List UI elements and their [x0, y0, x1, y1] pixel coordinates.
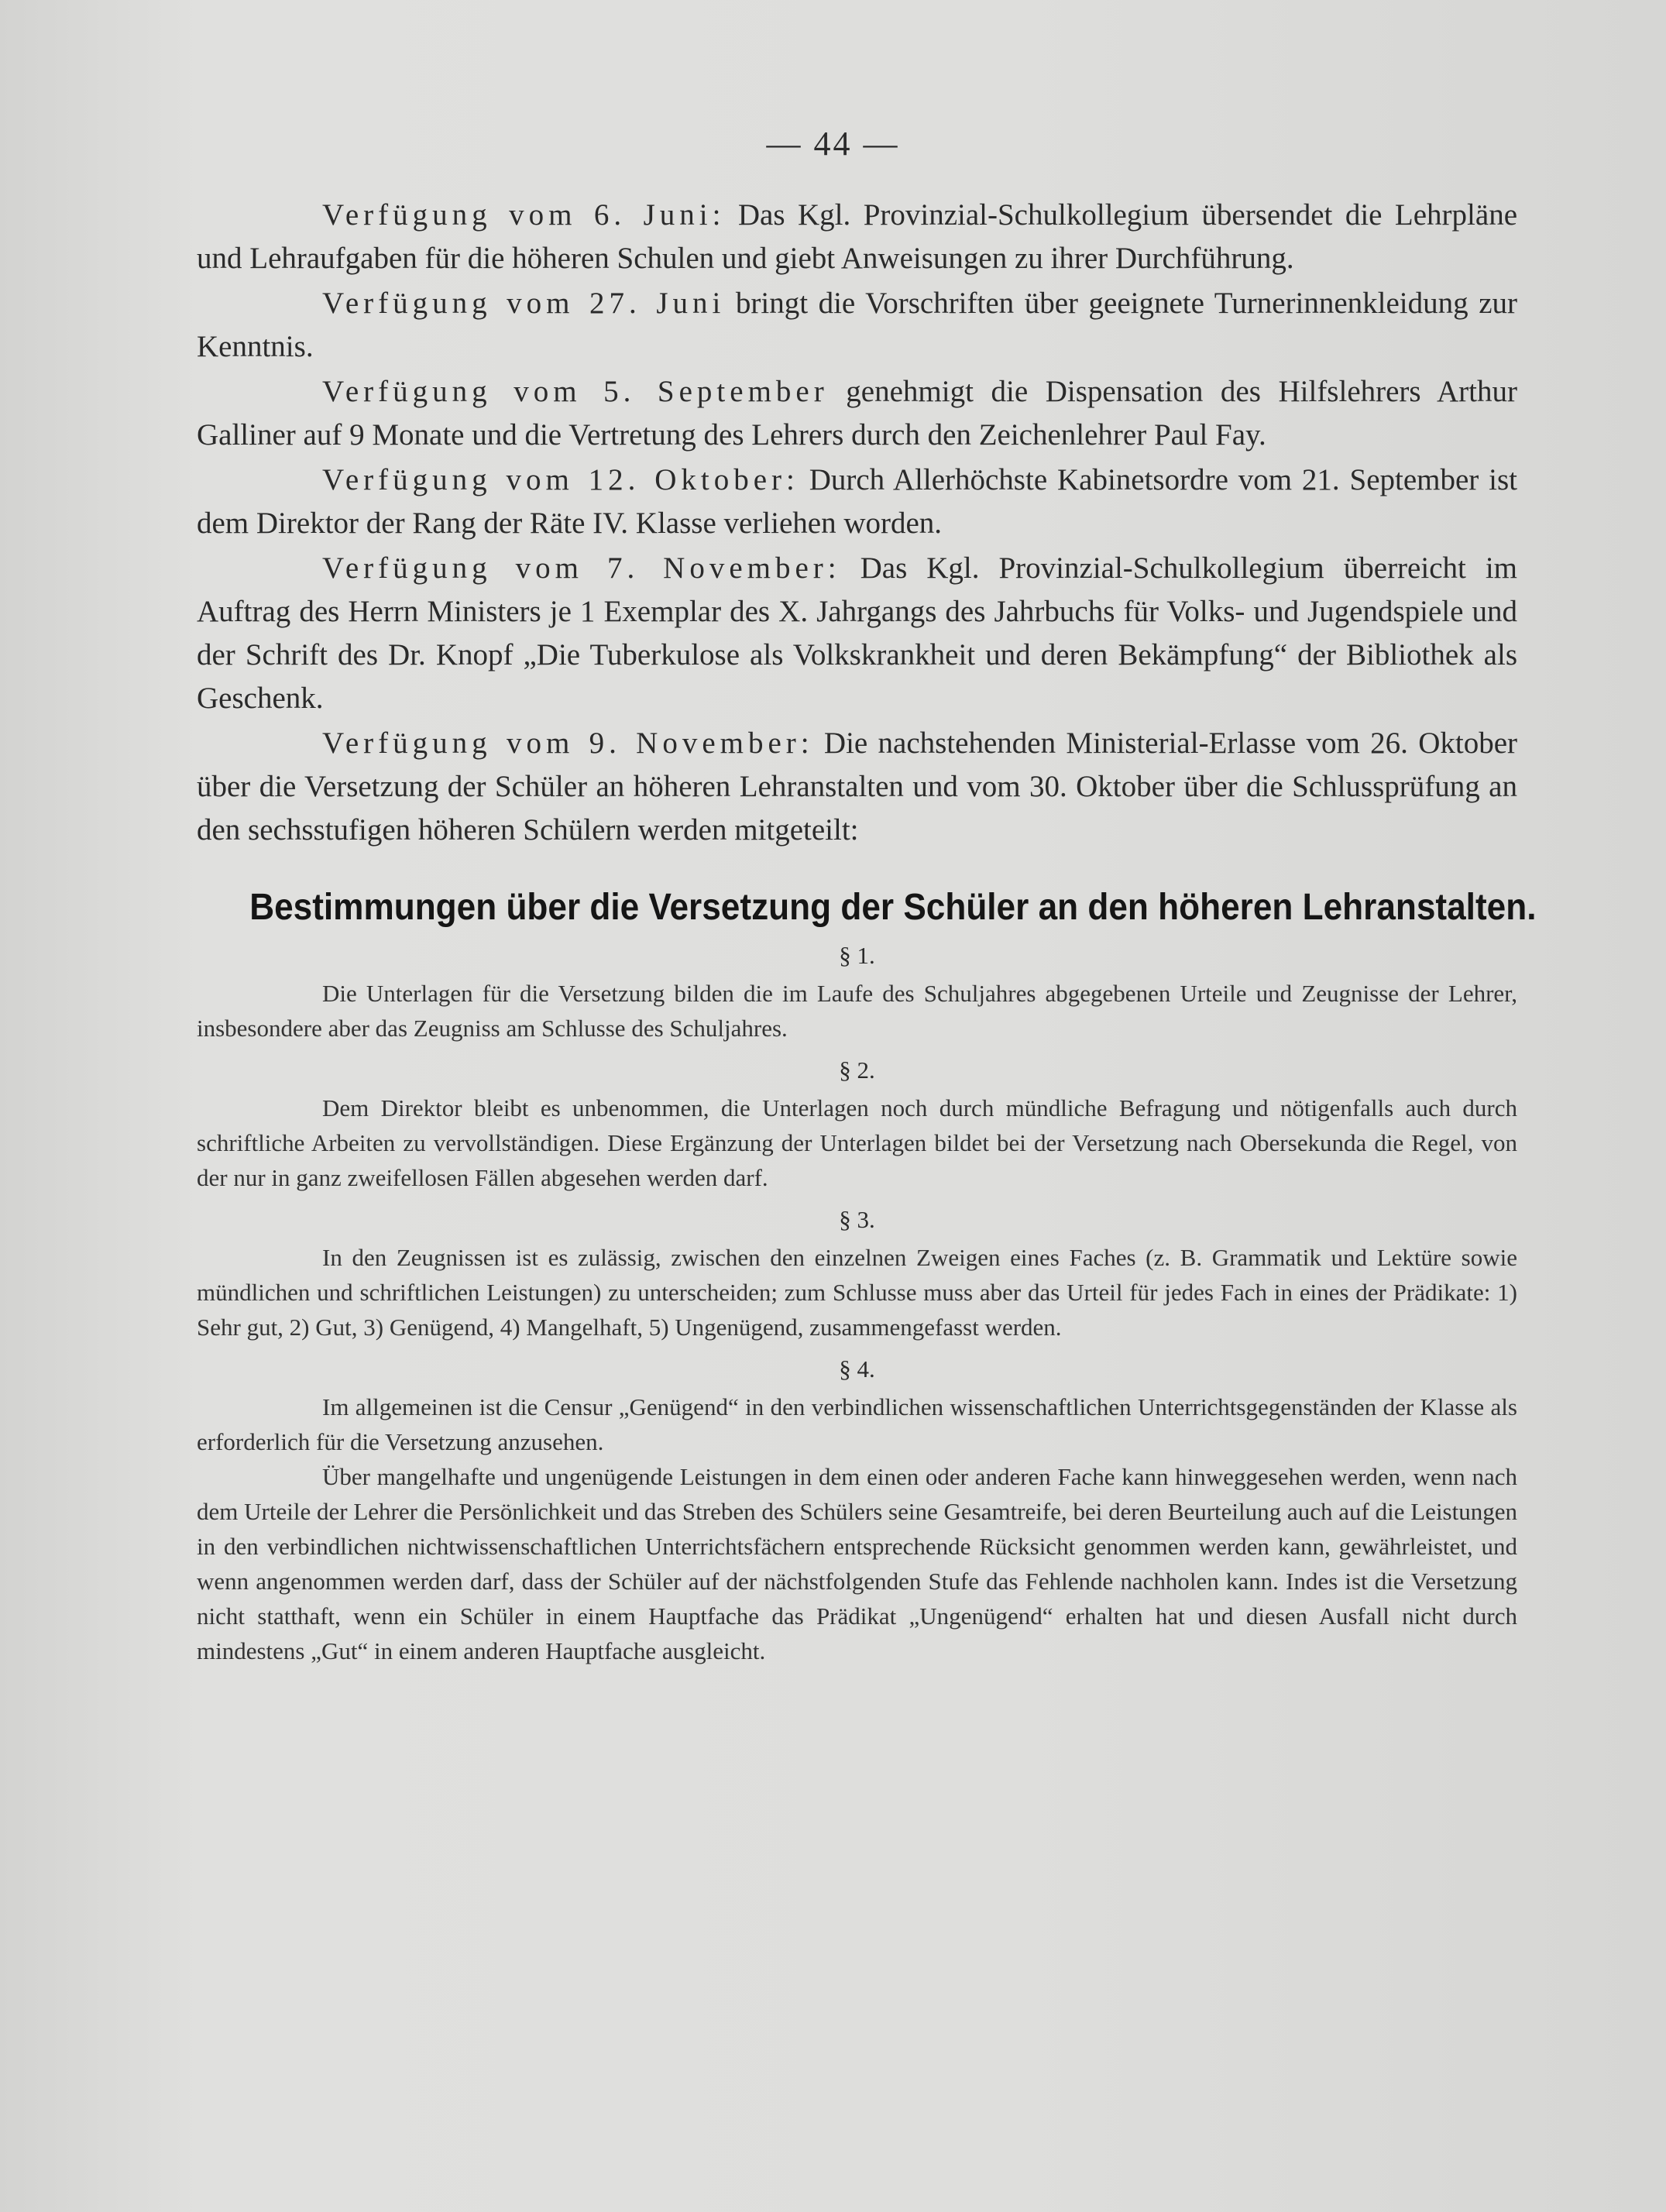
verfuegung-text: Die nachstehenden Ministerial-Erlasse vom 26. Oktober über die Versetzung der Schüler an höheren Lehranstalten und vom 30. Oktober über die Schlussprüfung an den sechsstufigen höheren Schülern werden mitgeteilt: — [197, 726, 1517, 847]
verfuegung-paragraph — [197, 194, 1517, 280]
verfuegung-date: Verfügung vom 9. November: — [322, 726, 814, 760]
regulation-paragraph: Dem Direktor bleibt es unbenommen, die Unterlagen noch durch mündliche Befragung und nötigenfalls auch durch schriftliche Arbeiten zu vervollständigen. Diese Ergänzung der Unterlagen bildet bei der Versetzung nach Obersekunda die Regel, von der nur in ganz zweifellosen Fällen abgesehen werden darf. — [197, 1094, 1517, 1191]
verfuegung-date: Verfügung vom 12. Oktober: — [322, 463, 799, 496]
paragraph-number: § 1. — [839, 942, 875, 969]
verfuegung-paragraph — [197, 282, 1517, 369]
verfuegung-text: Das Kgl. Provinzial-Schulkollegium überreicht im Auftrag des Herrn Ministers je 1 Exemplar des X. Jahrgangs des Jahrbuchs für Volks- und Jugendspiele und der Schrift des Dr. Knopf „Die Tuberkulose als Volkskrankheit und deren Bekämpfung“ der Bibliothek als Geschenk. — [197, 551, 1517, 715]
verfuegung-text: Durch Allerhöchste Kabinetsordre vom 21. September ist dem Direktor der Rang der Räte IV. Klasse verliehen worden. — [197, 463, 1517, 540]
paragraph-number: § 2. — [839, 1056, 875, 1084]
paragraph-number: § 4. — [839, 1355, 875, 1382]
verfuegung-text: genehmigt die Dispensation des Hilfslehrers Arthur Galliner auf 9 Monate und die Vertretung des Lehrers durch den Zeichenlehrer Paul Fay. — [197, 375, 1517, 452]
verfuegung-paragraph — [197, 547, 1517, 720]
regulation-paragraph: Im allgemeinen ist die Censur „Genügend“ in den verbindlichen wissenschaftlichen Unterrichtsgegenständen der Klasse als erforderlich für die Versetzung anzusehen. — [197, 1393, 1517, 1455]
verfuegung-date: Verfügung vom 5. September — [322, 375, 829, 408]
paragraph-number: § 3. — [839, 1206, 875, 1233]
verfuegung-date: Verfügung vom 6. Juni: — [322, 198, 726, 232]
verfuegung-paragraph — [197, 722, 1517, 852]
regulation-paragraph: Die Unterlagen für die Versetzung bilden die im Laufe des Schuljahres abgegebenen Urteile und Zeugnisse der Lehrer, insbesondere aber das Zeugniss am Schlusse des Schuljahres. — [197, 980, 1517, 1042]
page-number: — 44 — — [766, 125, 900, 163]
verfuegung-text: bringt die Vorschriften über geeignete Turnerinnenkleidung zur Kenntnis. — [197, 287, 1517, 363]
regulation-paragraph: In den Zeugnissen ist es zulässig, zwischen den einzelnen Zweigen eines Faches (z. B. Grammatik und Lektüre sowie mündlichen und schriftlichen Leistungen) zu unterscheiden; zum Schlusse muss aber das Urteil für jedes Fach in eines der Prädikate: 1) Sehr gut, 2) Gut, 3) Genügend, 4) Mangelhaft, 5) Ungenügend, zusammengefasst werden. — [197, 1244, 1517, 1341]
verfuegung-paragraph — [197, 370, 1517, 457]
section-heading: Bestimmungen über die Versetzung der Schüler an den höheren Lehranstalten. — [249, 887, 1537, 928]
verfuegung-paragraph — [197, 459, 1517, 545]
verfuegung-date: Verfügung vom 7. November: — [322, 551, 841, 585]
page-content — [197, 194, 1537, 1668]
verfuegung-date: Verfügung vom 27. Juni — [322, 287, 726, 320]
verfuegung-text: Das Kgl. Provinzial-Schulkollegium übersendet die Lehrpläne und Lehraufgaben für die höheren Schulen und giebt Anweisungen zu ihrer Durchführung. — [197, 198, 1517, 275]
regulation-paragraph: Über mangelhafte und ungenügende Leistungen in dem einen oder anderen Fache kann hinweggesehen werden, wenn nach dem Urteile der Lehrer die Persönlichkeit und das Streben des Schülers seine Gesamtreife, bei deren Beurteilung auch auf die Leistungen in den verbindlichen nichtwissenschaftlichen Unterrichtsfächern entsprechende Rücksicht genommen werden kann, gewährleistet, und wenn angenommen werden darf, dass der Schüler auf der nächstfolgenden Stufe das Fehlende nachholen kann. Indes ist die Versetzung nicht statthaft, wenn ein Schüler in einem Hauptfache das Prädikat „Ungenügend“ erhalten hat und diesen Ausfall nicht durch mindestens „Gut“ in einem anderen Hauptfache ausgleicht. — [197, 1463, 1517, 1664]
